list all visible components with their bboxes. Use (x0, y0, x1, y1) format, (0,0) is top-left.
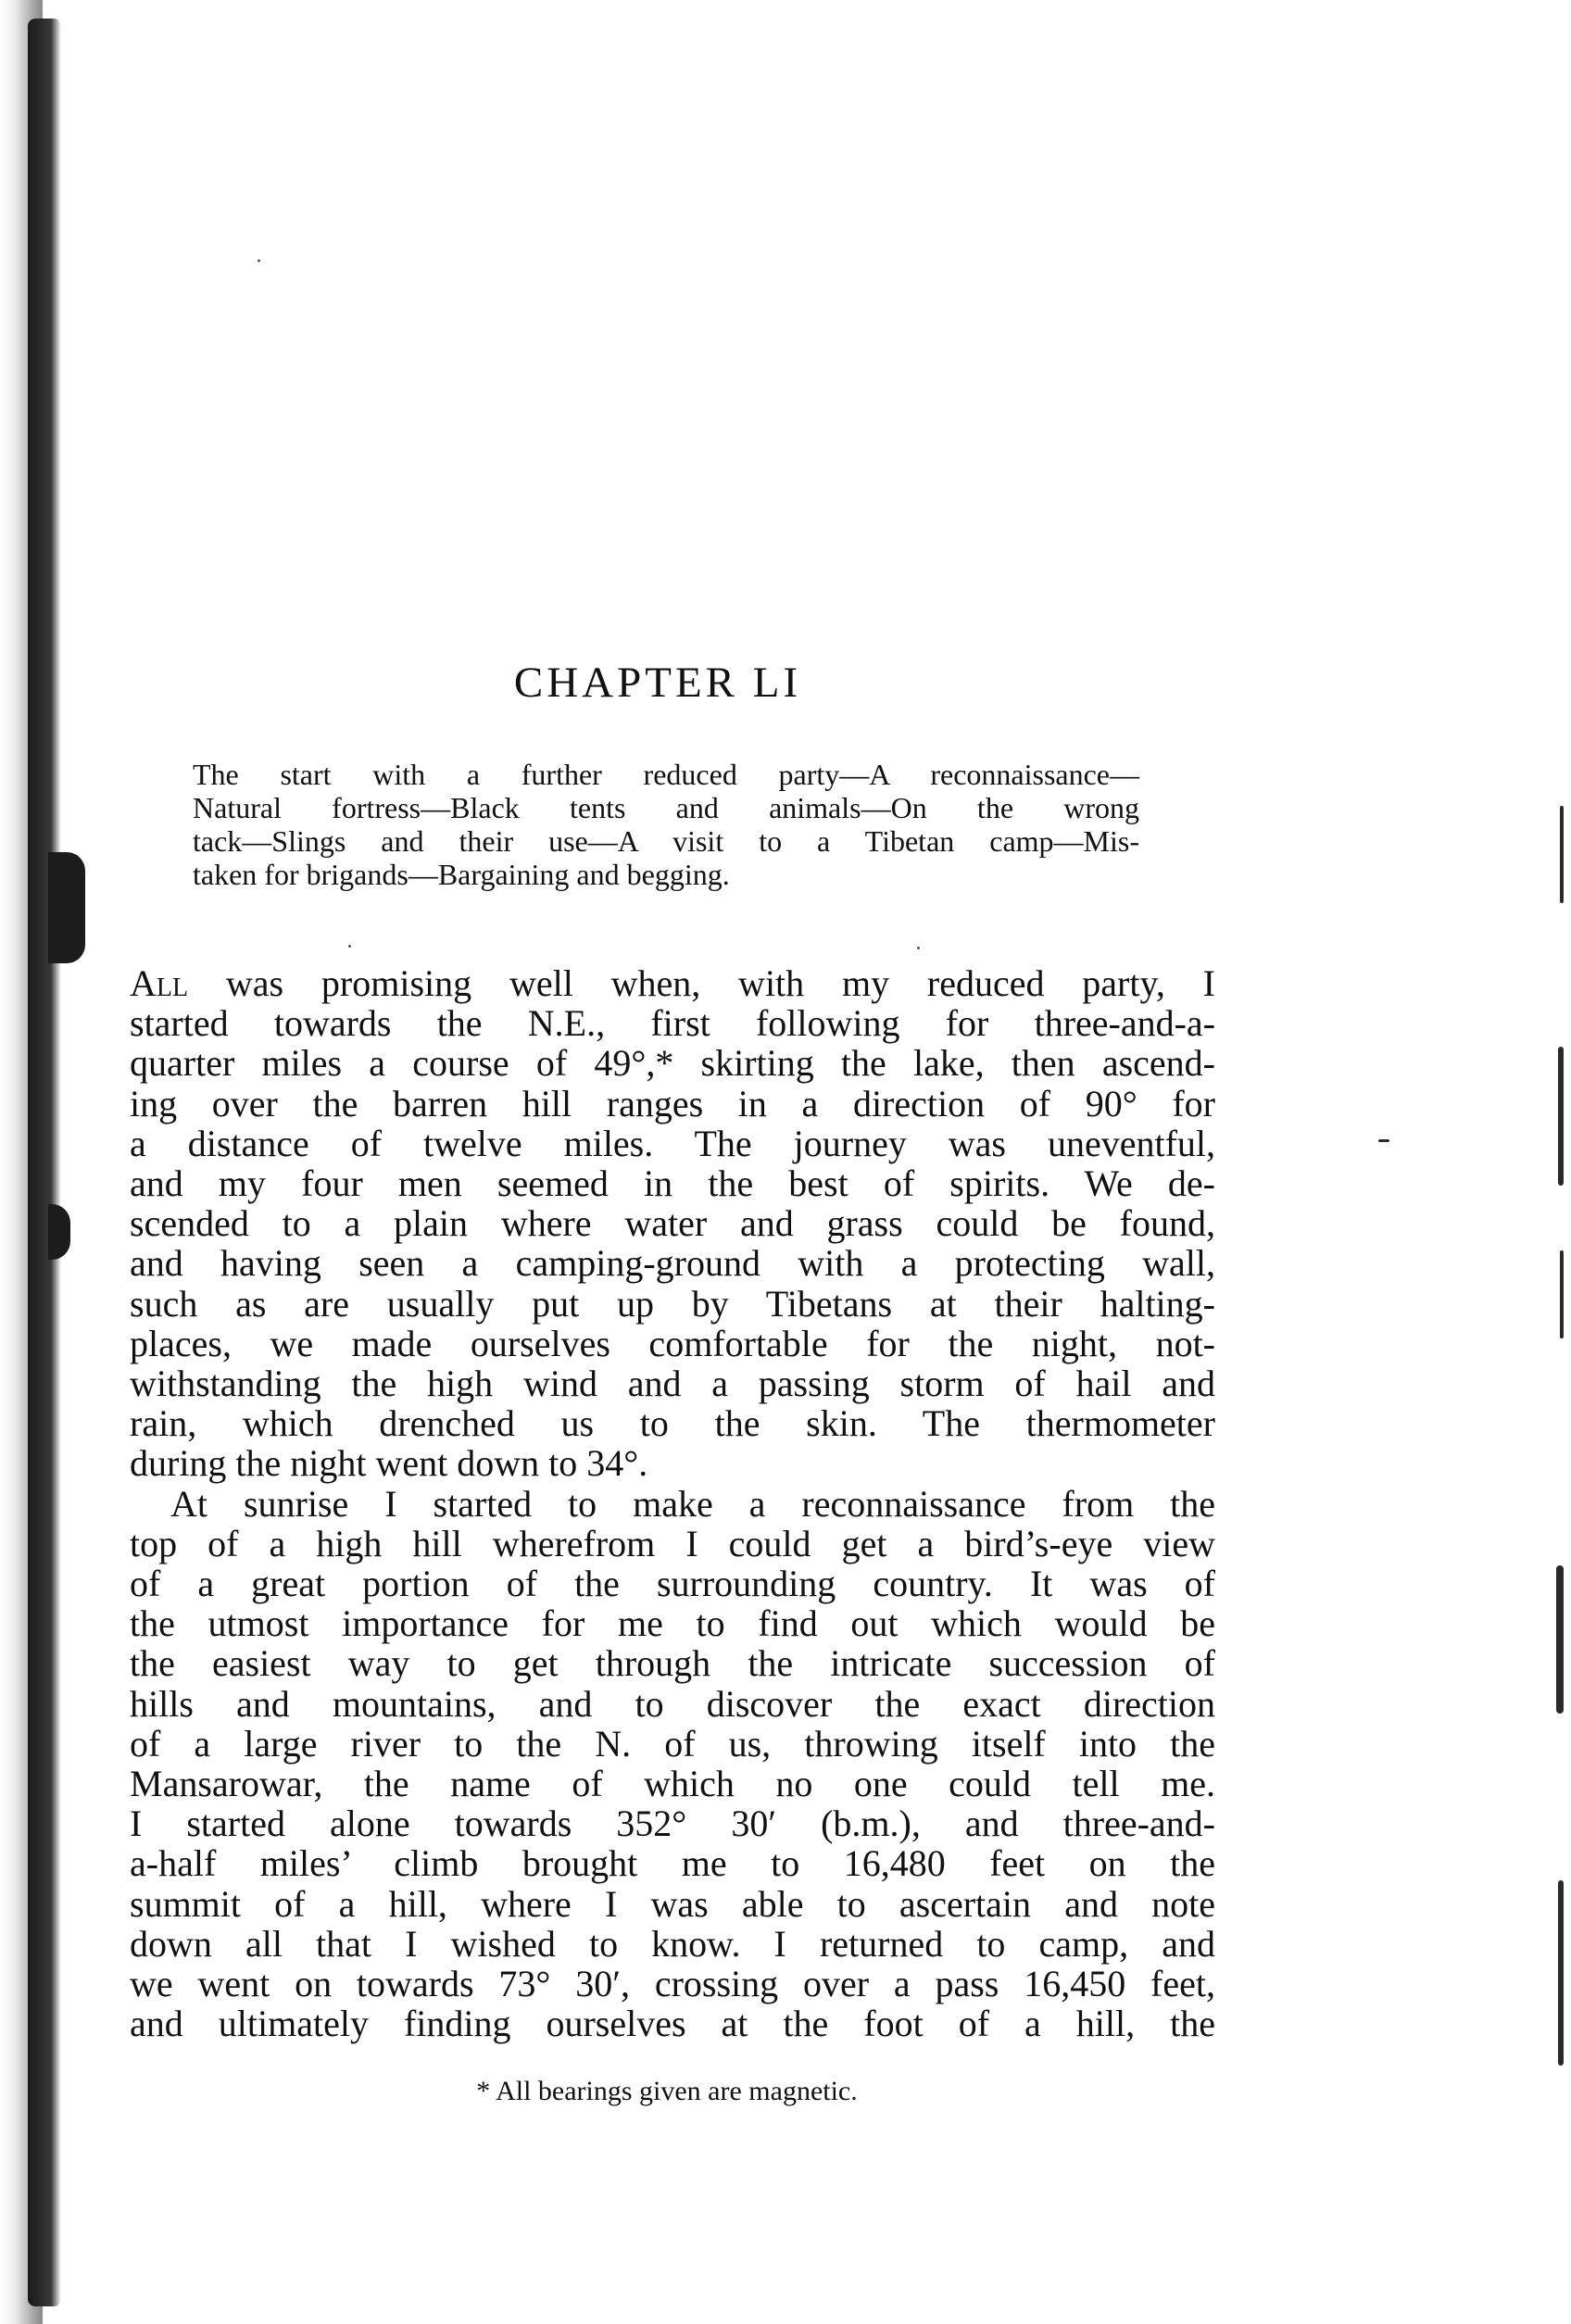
binding-notch (48, 1204, 70, 1260)
footnote: * All bearings given are magnetic. (476, 2076, 858, 2106)
opening-word: All (130, 962, 189, 1004)
paragraph-1-first-line-rest: was promising well when, with my reduced party, I (188, 962, 1215, 1004)
paragraph-2-line: Mansarowar, the name of which no one could tell me. (130, 1763, 1215, 1805)
paragraph-2-line: At sunrise I started to make a reconnaissance from the (170, 1482, 1215, 1525)
paragraph-1-line: scended to a plain where water and grass could be found, (130, 1202, 1215, 1245)
paragraph-2-line: hills and mountains, and to discover the exact direction (130, 1682, 1215, 1725)
paragraph-1-line: during the night went down to 34°. (130, 1442, 648, 1485)
paragraph-2-line: top of a high hill wherefrom I could get a bird’s-eye view (130, 1522, 1215, 1564)
page-edge-mark (1560, 806, 1564, 903)
synopsis-line: The start with a further reduced party—A reconnaissance— (193, 758, 1139, 791)
paragraph-1-line (130, 963, 1215, 1003)
paragraph-2-line: I started alone towards 352° 30′ (b.m.), and three-and- (130, 1803, 1215, 1845)
paragraph-2-line: a-half miles’ climb brought me to 16,480 feet on the (130, 1842, 1215, 1885)
paragraph-1-line: such as are usually put up by Tibetans at their halting- (130, 1282, 1215, 1325)
paragraph-1-line: and my four men seemed in the best of spirits. We de- (130, 1162, 1215, 1205)
synopsis-line: taken for brigands—Bargaining and begging. (193, 858, 730, 891)
paragraph-1-line: rain, which drenched us to the skin. The thermometer (130, 1402, 1215, 1445)
paragraph-2-line: we went on towards 73° 30′, crossing over a pass 16,450 feet, (130, 1963, 1215, 2005)
synopsis-line: Natural fortress—Black tents and animals—On the wrong (193, 791, 1139, 824)
paragraph-1-line: a distance of twelve miles. The journey was uneventful, (130, 1122, 1215, 1164)
scan-speck (258, 259, 260, 262)
paragraph-1-line: started towards the N.E., first following for three-and-a- (130, 1002, 1215, 1045)
paragraph-1-line: withstanding the high wind and a passing storm of hail and (130, 1363, 1215, 1405)
paragraph-2-line: summit of a hill, where I was able to ascertain and note (130, 1882, 1215, 1925)
chapter-title: CHAPTER LI (513, 659, 802, 707)
paragraph-2-line: the utmost importance for me to find out which would be (130, 1602, 1215, 1645)
binding-core (28, 19, 61, 2306)
paragraph-2-line: and ultimately finding ourselves at the foot of a hill, the (130, 2003, 1215, 2045)
paragraph-2-line: down all that I wished to know. I returned to camp, and (130, 1922, 1215, 1965)
paragraph-1-line: places, we made ourselves comfortable for the night, not- (130, 1322, 1215, 1364)
page-edge-mark (1378, 1139, 1389, 1142)
paragraph-1-line: quarter miles a course of 49°,* skirting the lake, then ascend- (130, 1042, 1215, 1085)
page-edge-mark (1556, 1565, 1564, 1714)
paragraph-2-line: the easiest way to get through the intricate succession of (130, 1642, 1215, 1685)
paragraph-2-line: of a great portion of the surrounding country. It was of (130, 1563, 1215, 1605)
page-edge-mark (1560, 1250, 1564, 1338)
binding-notch (48, 852, 85, 963)
page-edge-mark (1558, 1047, 1564, 1186)
body-text (130, 963, 1215, 2043)
scan-speck (917, 947, 920, 949)
paragraph-2-line: of a large river to the N. of us, throwing itself into the (130, 1722, 1215, 1765)
scan-speck (348, 945, 351, 948)
paragraph-1-line: ing over the barren hill ranges in a direction of 90° for (130, 1082, 1215, 1124)
paragraph-1-line: and having seen a camping-ground with a protecting wall, (130, 1242, 1215, 1285)
synopsis-line: tack—Slings and their use—A visit to a Tibetan camp—Mis- (193, 824, 1139, 858)
chapter-synopsis (193, 758, 1139, 891)
binding-shadow (0, 0, 102, 2324)
page-edge-mark (1558, 1880, 1564, 2066)
